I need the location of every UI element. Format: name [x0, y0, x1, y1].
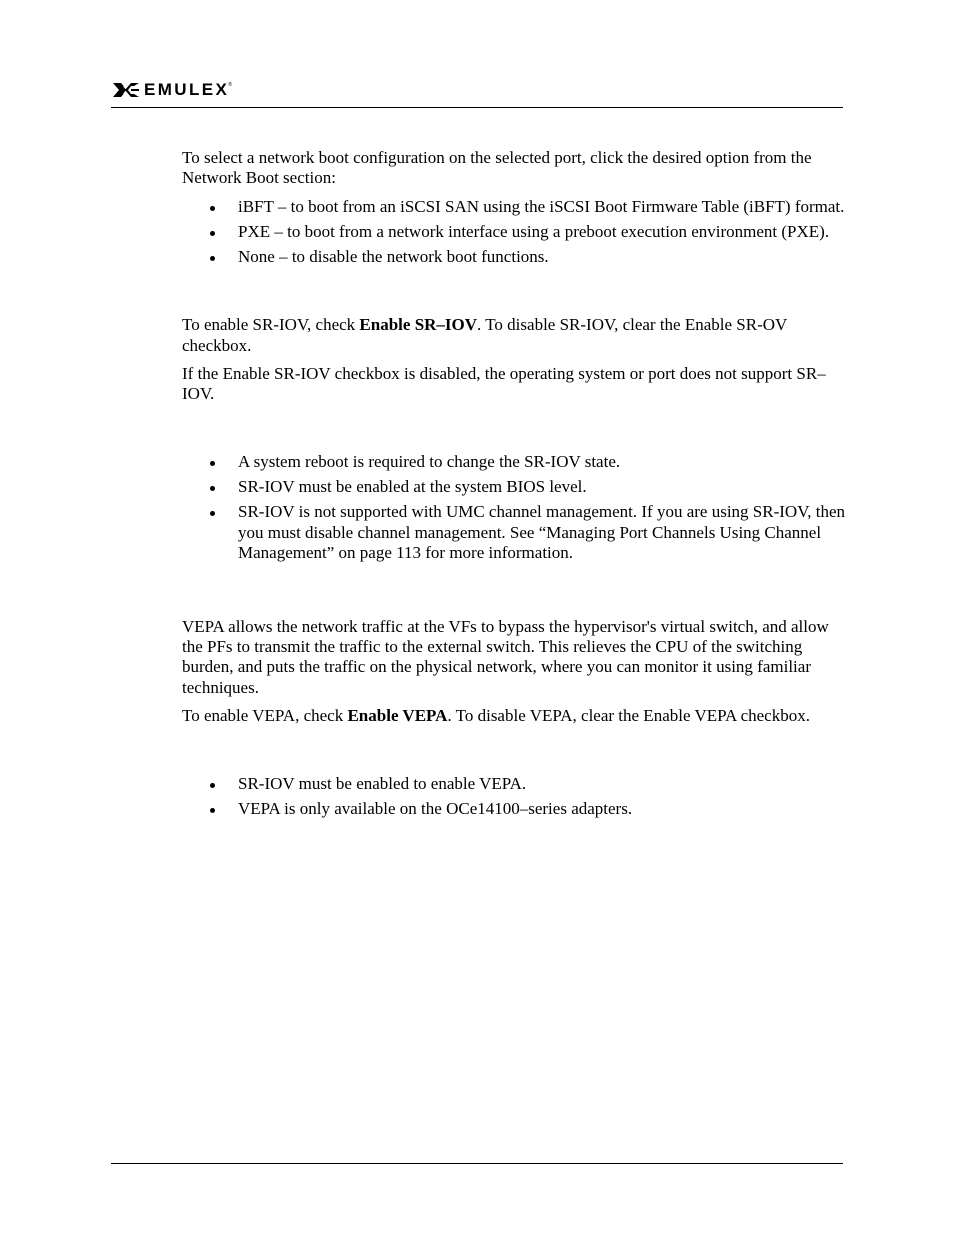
footer-rule — [111, 1163, 843, 1164]
bullet-icon — [210, 231, 215, 236]
list-item — [182, 799, 846, 819]
bullet-icon — [210, 808, 215, 813]
trademark-symbol: ® — [228, 82, 232, 88]
list-item-text: None – to disable the network boot functions. — [238, 246, 549, 266]
emulex-logo — [111, 80, 232, 100]
list-item — [182, 197, 846, 217]
list-item — [182, 452, 846, 472]
list-item-text: SR-IOV is not supported with UMC channel management. If you are using SR-IOV, then you must disable channel management. See “Managing Port Channels Using Channel Management” on page 113 for more information. — [238, 502, 846, 563]
bullet-icon — [210, 486, 215, 491]
list-item-text: A system reboot is required to change the SR-IOV state. — [238, 452, 621, 472]
list-item-text: iBFT – to boot from an iSCSI SAN using the iSCSI Boot Firmware Table (iBFT) format. — [238, 196, 845, 216]
list-item — [182, 222, 846, 242]
list-item — [182, 477, 846, 497]
bullet-icon — [210, 783, 215, 788]
list-item-text: SR-IOV must be enabled to enable VEPA. — [238, 774, 527, 794]
vepa-notes — [182, 774, 846, 819]
list-item-text: VEPA is only available on the OCe14100–series adapters. — [238, 799, 633, 819]
vepa-instructions: To enable VEPA, check Enable VEPA. To disable VEPA, clear the Enable VEPA checkbox. — [182, 705, 810, 725]
enable-vepa-label: Enable VEPA — [347, 705, 448, 725]
list-item — [182, 247, 846, 267]
bullet-icon — [210, 461, 215, 466]
sriov-instructions: To enable SR-IOV, check Enable SR–IOV. To disable SR-IOV, clear the Enable SR-OV checkbox. — [182, 315, 788, 355]
bullet-icon — [210, 206, 215, 211]
list-item — [182, 502, 846, 563]
emulex-logo-mark-icon — [111, 81, 141, 99]
header-rule — [111, 107, 843, 108]
page-body — [182, 148, 846, 820]
brand-name: EMULEX — [144, 80, 230, 99]
list-item-text: SR-IOV must be enabled at the system BIOS level. — [238, 477, 587, 497]
bullet-icon — [210, 511, 215, 516]
list-item-text: PXE – to boot from a network interface using a preboot execution environment (PXE). — [238, 221, 830, 241]
list-item — [182, 774, 846, 794]
enable-sriov-label: Enable SR–IOV — [359, 315, 478, 335]
vepa-description: VEPA allows the network traffic at the VFs to bypass the hypervisor's virtual switch, and allow the PFs to transmit the traffic to the external switch. This relieves the CPU of the switching burden, and puts the traffic on the physical network, where you can monitor it using familiar techniques. — [182, 616, 829, 697]
sriov-notes — [182, 452, 846, 563]
sriov-disabled-note: If the Enable SR-IOV checkbox is disabled, the operating system or port does not support SR–IOV. — [182, 363, 826, 404]
network-boot-intro: To select a network boot configuration on the selected port, click the desired option from the Network Boot section: — [182, 148, 812, 188]
network-boot-options — [182, 197, 846, 267]
bullet-icon — [210, 256, 215, 261]
